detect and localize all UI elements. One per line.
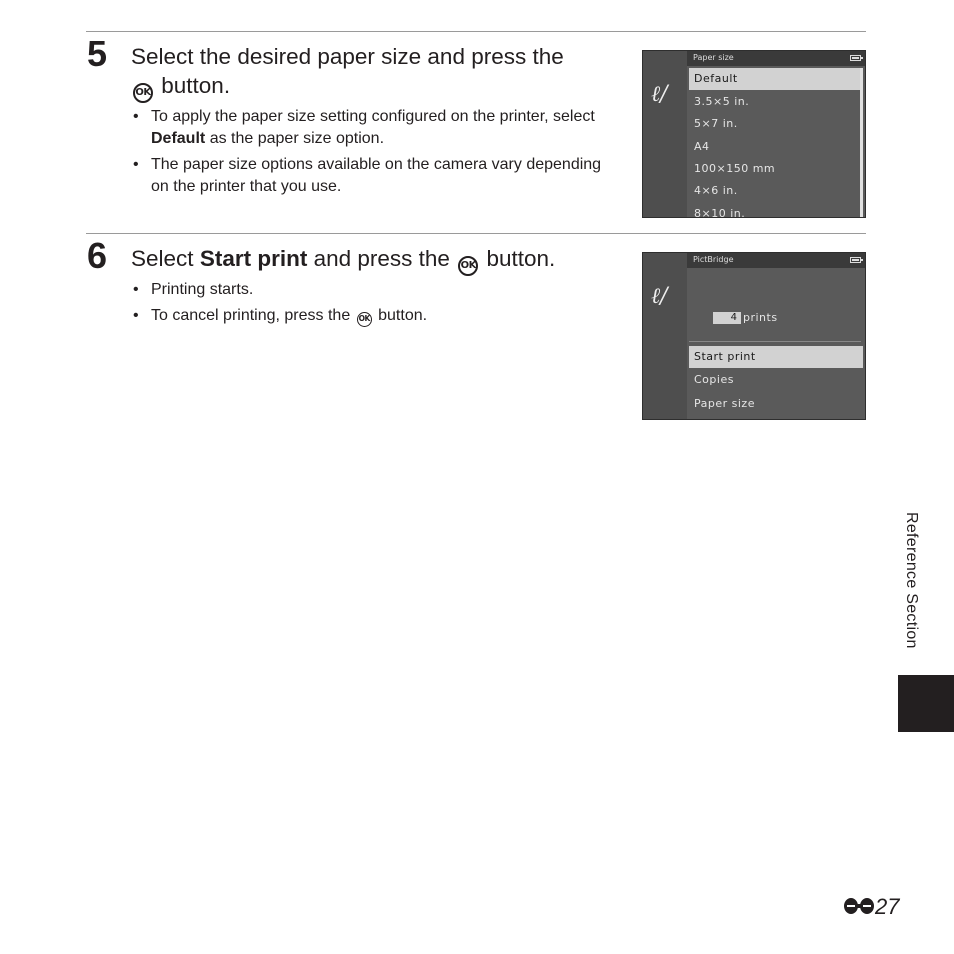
battery-icon	[850, 257, 861, 263]
step-6-heading	[131, 244, 611, 276]
bullet-text: Printing starts.	[151, 281, 254, 298]
step-6-bullets	[131, 279, 611, 331]
step-5-bullet-2	[131, 154, 611, 198]
step-6-heading-text-b: and press the	[313, 246, 450, 271]
menu-item-paper-size[interactable]: Paper size	[694, 397, 755, 410]
step-5-bullets	[131, 106, 611, 202]
menu-item-copies[interactable]: Copies	[694, 373, 734, 386]
step-5-heading-text-b: button.	[161, 73, 231, 98]
menu-item-5x7[interactable]: 5×7 in.	[694, 117, 738, 130]
top-rule	[86, 31, 866, 32]
step-5-bullet-1	[131, 106, 611, 150]
middle-rule	[86, 233, 866, 234]
battery-icon	[850, 55, 861, 61]
bullet-text: as the paper size option.	[209, 130, 385, 147]
screen-left-pane	[643, 51, 687, 217]
step-6-bullet-2	[131, 305, 611, 327]
pictbridge-icon: ℓ/	[651, 82, 668, 107]
ok-button-icon: OK	[133, 83, 153, 103]
step-6-number: 6	[87, 235, 108, 276]
menu-item-4x6[interactable]: 4×6 in.	[694, 184, 738, 197]
menu-item-100x150[interactable]: 100×150 mm	[694, 162, 776, 175]
scrollbar[interactable]	[860, 68, 863, 217]
bullet-bold-default: Default	[151, 130, 206, 147]
reference-section-icon	[843, 895, 875, 913]
ok-button-icon: OK	[357, 312, 372, 327]
screen-left-pane	[643, 253, 687, 419]
bullet-text: button.	[378, 307, 428, 324]
print-count-label: prints	[743, 311, 778, 324]
bullet-text: The paper size options available on the camera vary depending on the printer that you use.	[151, 156, 602, 195]
menu-item-default[interactable]: Default	[689, 68, 863, 90]
bullet-text: To cancel printing, press the	[151, 307, 351, 324]
pictbridge-icon: ℓ/	[651, 284, 668, 309]
menu-item-8x10[interactable]: 8×10 in.	[694, 207, 746, 218]
step-5-number: 5	[87, 33, 108, 74]
print-count-box	[713, 312, 741, 324]
menu-item-start-print[interactable]: Start print	[689, 346, 863, 368]
pictbridge-screen	[642, 252, 866, 420]
screen-title: Paper size	[693, 53, 734, 62]
step-6-heading-bold: Start print	[199, 246, 308, 271]
step-5-heading	[131, 42, 611, 103]
section-tab	[898, 675, 954, 732]
print-count: 4	[730, 312, 737, 323]
step-6-bullet-1	[131, 279, 611, 301]
divider	[689, 341, 861, 342]
step-6-heading-text-a: Select	[131, 246, 194, 271]
paper-size-screen	[642, 50, 866, 218]
step-5-heading-text-a: Select the desired paper size and press the	[131, 44, 564, 69]
menu-item-a4[interactable]: A4	[694, 140, 710, 153]
menu-item-3-5x5[interactable]: 3.5×5 in.	[694, 95, 750, 108]
bullet-text: To apply the paper size setting configured on the printer, select	[151, 108, 595, 125]
ok-button-icon: OK	[458, 256, 478, 276]
page-number-text: 27	[875, 894, 900, 919]
step-6-heading-text-c: button.	[486, 246, 556, 271]
page-number	[843, 894, 899, 920]
screen-title: PictBridge	[693, 255, 734, 264]
section-side-label: Reference Section	[903, 512, 920, 649]
